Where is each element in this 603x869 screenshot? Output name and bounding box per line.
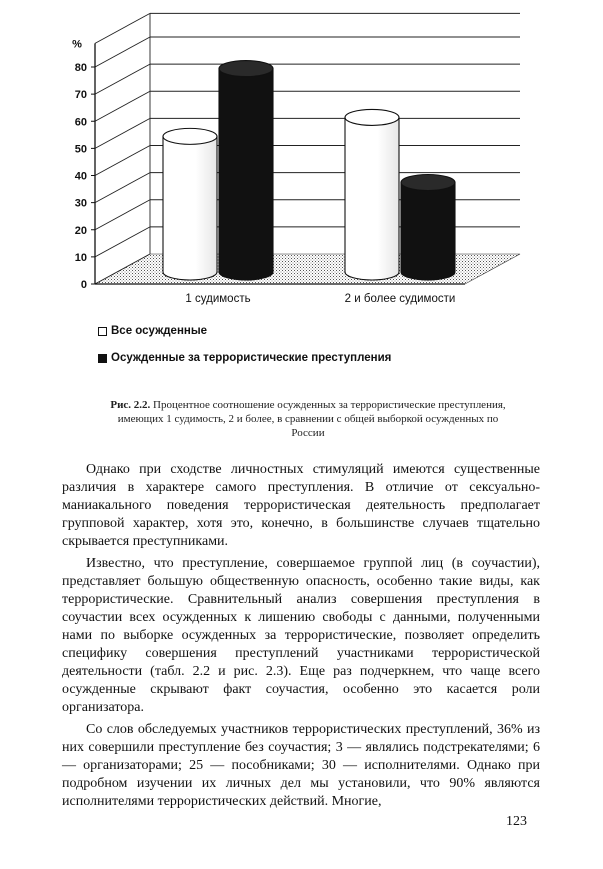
side-gridline [95,37,150,67]
x-category-label: 2 и более судимости [344,293,456,305]
side-gridline [95,146,150,176]
y-tick-label: 70 [74,89,87,102]
legend-label-terror: Осужденные за террористические преступления [111,352,392,364]
legend-label-all: Все осужденные [111,325,208,337]
side-gridline [95,173,150,203]
x-category-label: 1 судимость [185,293,251,305]
caption-label: Рис. 2.2. [110,399,151,411]
bar-0-0 [163,136,217,280]
bar-chart [0,0,603,310]
side-gridline-top [95,13,150,43]
bar-top-1-1 [401,174,455,190]
y-tick-label: 60 [74,116,87,129]
y-tick-label: 40 [74,170,87,183]
chart-floor [95,254,520,284]
side-gridline [95,200,150,230]
y-tick-label: 80 [74,62,87,74]
figure-caption [108,398,508,440]
legend-swatch-black [98,354,107,363]
side-gridline [95,227,150,257]
bar-0-1 [219,69,273,280]
paragraph-1: Однако при сходстве личностных стимуляций имеются существенные различия в характере самого преступления. В отличие от сексуально-маниакального поведения террористическая деятельность предполагает групповой характер, хотя это, конечно, в большинстве случаев тщательно скрывается преступниками. [62,462,540,549]
page-number: 123 [506,814,527,829]
side-gridline [95,91,150,121]
side-gridline [95,118,150,148]
bar-top-0-1 [219,61,273,77]
bar-1-0 [345,117,399,280]
legend-item-all [98,325,207,337]
y-axis-unit: % [72,38,82,51]
caption-text: Процентное соотношение осужденных за террористические преступления, имеющих 1 судимость, 2 и более, в сравнении с общей выборкой осужденных по России [117,399,506,439]
bar-top-0-0 [163,128,217,144]
legend-item-terror [98,352,391,364]
y-tick-label: 20 [74,224,87,237]
legend-swatch-white [98,327,107,336]
paragraph-2: Известно, что преступление, совершаемое группой лиц (в соучастии), представляет большую общественную опасность, особенно такие виды, как террористические. Сравнительный анализ совершения преступления в соучастии всех осужденных к лишению свободы с данными, полученными нами по выборке осужденных за террористические, позволяет определить специфику совершения преступлений участниками террористической деятельности (табл. 2.2 и рис. 2.3). Еще раз подчеркнем, что чаще всего осужденные скрывают факт соучастия, особенно это касается роли организатора. [62,556,540,715]
body-text [62,461,540,815]
y-tick-label: 0 [80,279,87,291]
y-tick-label: 30 [74,197,87,210]
y-tick-label: 50 [74,143,87,156]
side-gridline [95,64,150,94]
bar-1-1 [401,182,455,280]
paragraph-3: Со слов обследуемых участников террористических преступлений, 36% из них совершили преступление без соучастия; 3 — являлись подстрекателями; 6 — организаторами; 25 — пособниками; 30 — исполнителями. Однако при подробном изучении их личных дел мы установили, что 90% являются исполнителями террористических действий. Многие, [62,722,540,809]
y-tick-label: 10 [74,251,87,264]
bar-top-1-0 [345,109,399,125]
